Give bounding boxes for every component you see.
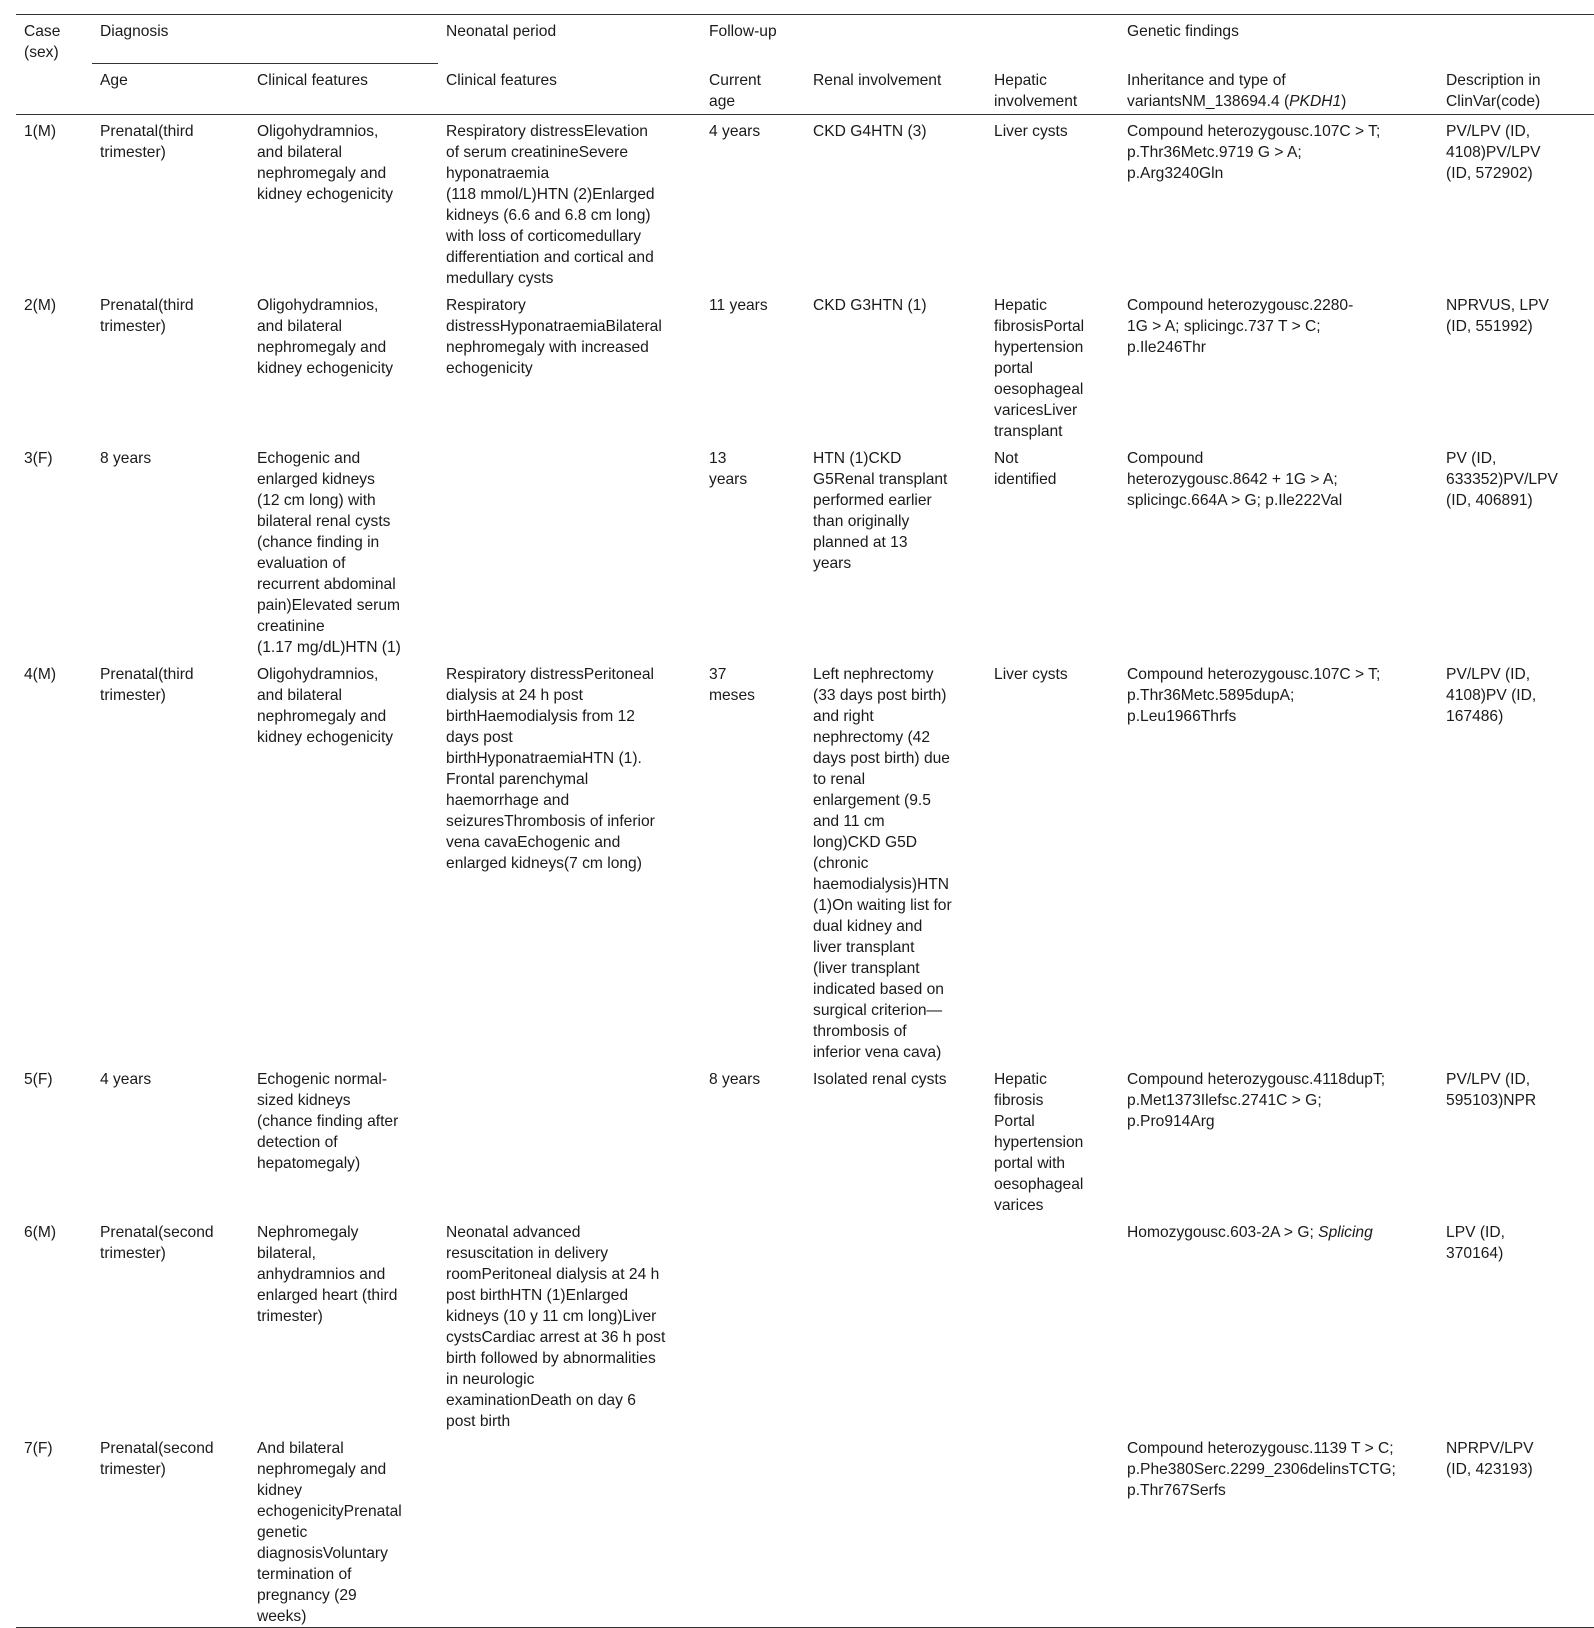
cell-diagnosis-features: Oligohydramnios, and bilateral nephromegaly and kidney echogenicity [257,123,394,203]
header-inheritance [1119,64,1438,115]
cell-neonatal-features [438,1063,701,1216]
cell-clinvar: PV/LPV (ID, 4108)PV (ID, 167486) [1446,666,1537,725]
cell-renal: Left nephrectomy (33 days post birth) and right nephrectomy (42 days post birth) due to renal enlargement (9.5 and 11 cm long)CKD G5D (chronic haemodialysis)HTN (1)On waiting list for dual kidney and liver transplant (liver transplant indicated based on surgical criterion— thrombosis of inferior vena cava) [813,666,952,1061]
cell-inheritance-text: Compound heterozygousc.107C > T; p.Thr36Metc.5895dupA; p.Leu1966Thrfs [1127,666,1381,725]
header-follow-up: Follow-up [701,15,1119,64]
cell-diagnosis-features: And bilateral nephromegaly and kidney echogenicityPrenatal genetic diagnosisVoluntary termination of pregnancy (29 weeks) [249,1432,438,1628]
cell-neonatal-features [438,442,701,658]
cell-case: 2(M) [24,297,57,314]
cell-inheritance [1119,115,1438,290]
cell-case: 7(F) [16,1432,92,1628]
cell-hepatic: Liver cysts [994,123,1068,140]
header-neonatal-clinical-features: Clinical features [438,64,701,115]
cell-case: 4(M) [24,666,57,683]
cell-renal [805,1216,986,1432]
header-inheritance-suffix: ) [1341,92,1347,110]
cell-inheritance-text: Compound heterozygousc.2280- 1G > A; splicingc.737 T > C; p.Ile246Thr [1127,297,1354,356]
cell-inheritance [1119,1063,1438,1216]
cell-inheritance [1119,1216,1438,1432]
cell-inheritance-text: Compound heterozygousc.107C > T; p.Thr36Metc.9719 G > A; p.Arg3240Gln [1127,123,1381,182]
header-neonatal-period: Neonatal period [438,15,701,64]
cell-clinvar: NPRVUS, LPV (ID, 551992) [1446,297,1549,335]
cell-inheritance-text: Compound heterozygousc.4118dupT; p.Met1373Ilefsc.2741C > G; p.Pro914Arg [1127,1071,1386,1130]
cell-age: Prenatal(second trimester) [92,1432,249,1628]
cell-age: Prenatal(third trimester) [100,666,194,704]
cell-renal [805,1432,986,1628]
header-clinvar: Description in ClinVar(code) [1438,64,1594,115]
cell-clinvar: NPRPV/LPV (ID, 423193) [1438,1432,1594,1628]
cell-neonatal-features [438,1432,701,1628]
cell-current-age: 11 years [709,297,768,314]
table-header [16,15,1594,115]
header-age: Age [92,64,249,115]
table-row [16,289,1594,442]
cell-neonatal-features: Respiratory distressHyponatraemiaBilateral nephromegaly with increased echogenicity [446,297,662,377]
cell-case: 1(M) [24,123,57,140]
header-diagnosis: Diagnosis [92,15,438,64]
cell-age: Prenatal(third trimester) [100,297,194,335]
cell-case: 6(M) [24,1224,57,1241]
cell-hepatic [986,1432,1119,1628]
cell-hepatic [986,1216,1119,1432]
cell-diagnosis-features: Echogenic and enlarged kidneys (12 cm long) with bilateral renal cysts (chance finding in evaluation of recurrent abdominal pain)Elevated serum creatinine (1.17 mg/dL)HTN (1) [257,450,401,656]
header-diagnosis-clinical-features: Clinical features [249,64,438,115]
cell-current-age: 4 years [709,123,761,140]
cell-neonatal-features: Respiratory distressPeritoneal dialysis at 24 h post birthHaemodialysis from 12 days post birthHyponatraemiaHTN (1). Frontal parenchymal haemorrhage and seizuresThrombosis of inferior vena cavaEchogenic and enlarged kidneys(7 cm long) [446,666,655,872]
header-inheritance-gene: PKDH1 [1289,92,1342,110]
header-hepatic-involvement: Hepatic involvement [986,64,1119,115]
header-genetic-findings: Genetic findings [1119,15,1594,64]
cell-current-age [701,1216,805,1432]
cell-neonatal-features: Neonatal advanced resuscitation in delivery roomPeritoneal dialysis at 24 h post birthHTN (1)Enlarged kidneys (10 y 11 cm long)Liver cystsCardiac arrest at 36 h post birth followed by abnormalities in neurologic examinationDeath on day 6 post birth [446,1224,666,1430]
cell-inheritance-text: Compound heterozygousc.1139 T > C; p.Phe380Serc.2299_2306delinsTCTG; p.Thr767Serfs [1127,1440,1396,1499]
cell-age: Prenatal(third trimester) [100,123,194,161]
clinical-genetic-table [16,14,1594,1628]
cell-current-age: 8 years [709,1071,761,1088]
cell-inheritance [1119,289,1438,442]
cell-clinvar: PV (ID, 633352)PV/LPV (ID, 406891) [1446,450,1558,509]
cell-clinvar: PV/LPV (ID, 4108)PV/LPV (ID, 572902) [1446,123,1541,182]
cell-age: Prenatal(second trimester) [100,1224,214,1262]
cell-hepatic: Hepatic fibrosis Portal hypertension portal with oesophageal varices [994,1071,1084,1214]
table-row [16,115,1594,290]
cell-age: 4 years [100,1071,152,1088]
cell-renal: CKD G4HTN (3) [813,123,927,140]
cell-inheritance [1119,658,1438,1063]
cell-age: 8 years [100,450,152,467]
cell-inheritance [1119,1432,1438,1628]
cell-inheritance [1119,442,1438,658]
cell-inheritance-text: Compound heterozygousc.8642 + 1G > A; splicingc.664A > G; p.Ile222Val [1127,450,1343,509]
cell-clinvar: LPV (ID, 370164) [1446,1224,1505,1262]
cell-hepatic: Liver cysts [994,666,1068,683]
header-current-age: Current age [701,64,805,115]
cell-renal: HTN (1)CKD G5Renal transplant performed earlier than originally planned at 13 years [813,450,948,572]
header-case: Case (sex) [16,15,92,115]
cell-current-age: 13 years [709,450,748,488]
cell-current-age: 37 meses [709,666,755,704]
cell-hepatic: Hepatic fibrosisPortal hypertension portal oesophageal varicesLiver transplant [994,297,1085,440]
cell-case: 3(F) [24,450,53,467]
table-row [16,442,1594,658]
cell-neonatal-features: Respiratory distressElevation of serum creatinineSevere hyponatraemia (118 mmol/L)HTN (2)Enlarged kidneys (6.6 and 6.8 cm long) with loss of corticomedullary differentiation and cortical and medullary cysts [446,123,655,287]
table-body [16,115,1594,1628]
header-renal-involvement: Renal involvement [805,64,986,115]
cell-inheritance-text: Homozygousc.603-2A > G; [1127,1224,1319,1241]
header-inheritance-prefix: Inheritance and type of variantsNM_138694.4 ( [1127,71,1290,110]
cell-current-age [701,1432,805,1628]
cell-diagnosis-features: Nephromegaly bilateral, anhydramnios and enlarged heart (third trimester) [257,1224,398,1325]
cell-inheritance-italic: Splicing [1318,1224,1373,1241]
cell-diagnosis-features: Echogenic normal- sized kidneys (chance finding after detection of hepatomegaly) [257,1071,399,1172]
cell-diagnosis-features: Oligohydramnios, and bilateral nephromegaly and kidney echogenicity [257,297,394,377]
table-row [16,1216,1594,1432]
cell-renal: Isolated renal cysts [813,1071,947,1088]
cell-diagnosis-features: Oligohydramnios, and bilateral nephromegaly and kidney echogenicity [257,666,394,746]
table-row [16,1063,1594,1216]
table-row [16,658,1594,1063]
cell-renal: CKD G3HTN (1) [813,297,927,314]
table-row [16,1432,1594,1628]
cell-case: 5(F) [24,1071,53,1088]
cell-hepatic: Not identified [994,450,1057,488]
cell-clinvar: PV/LPV (ID, 595103)NPR [1446,1071,1537,1109]
